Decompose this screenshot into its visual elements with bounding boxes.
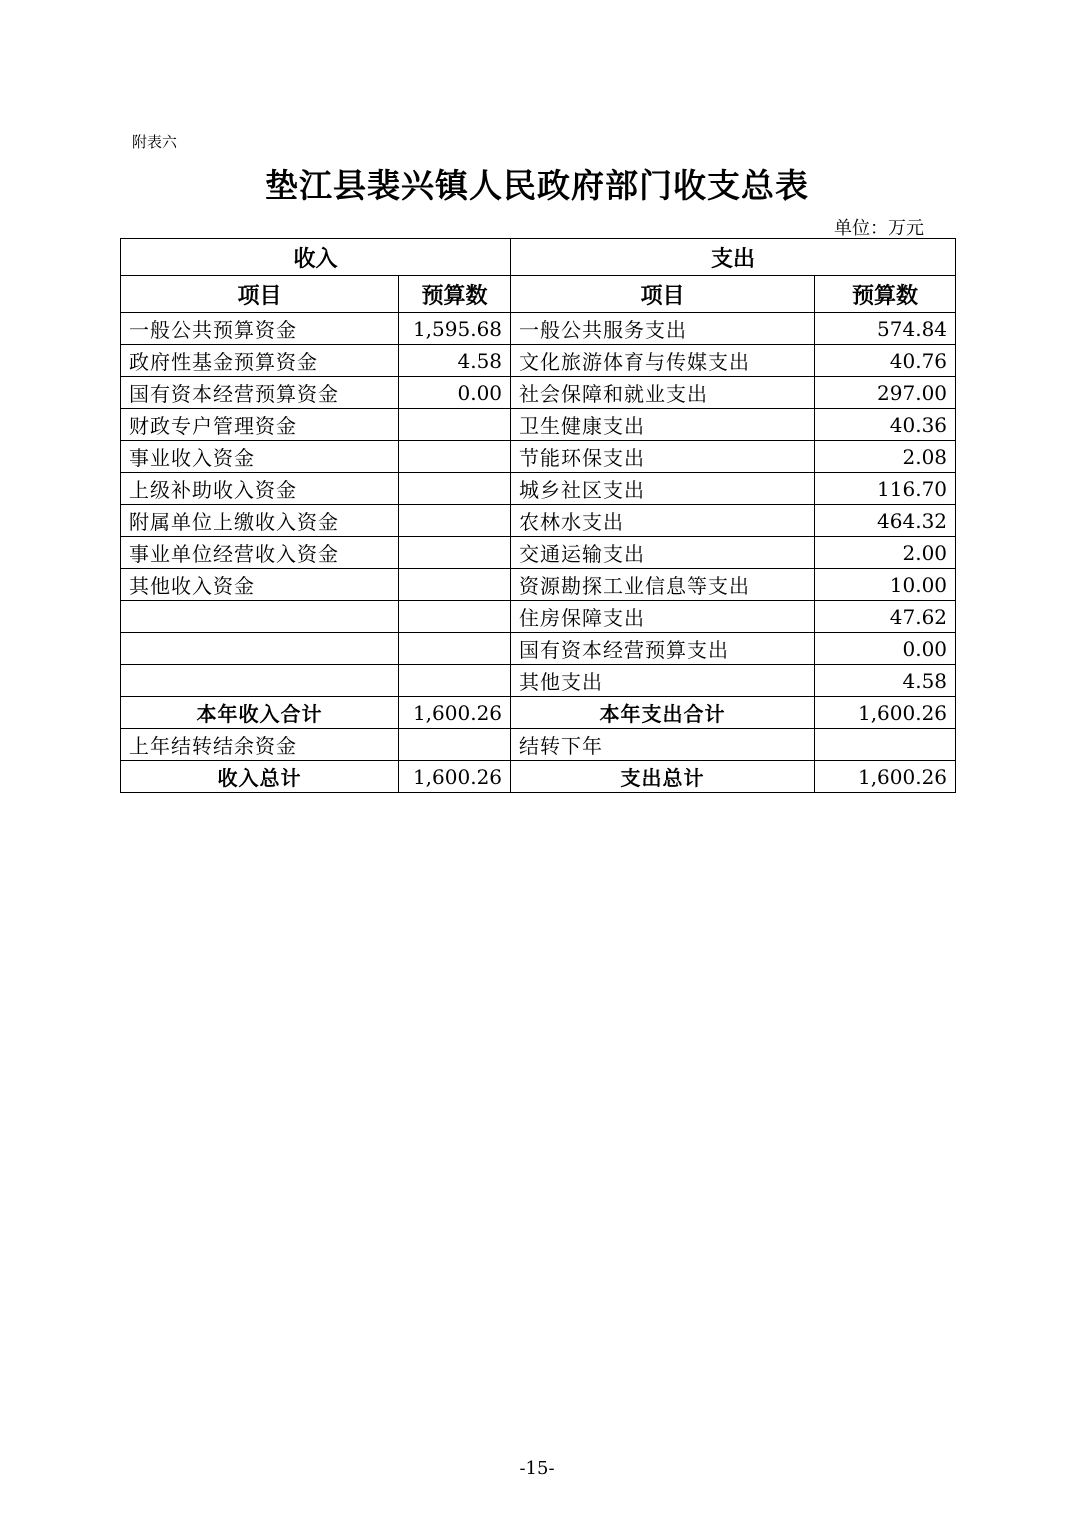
income-value bbox=[399, 409, 511, 441]
table-row bbox=[121, 377, 956, 409]
expense-item: 交通运输支出 bbox=[511, 537, 815, 569]
carry-row bbox=[121, 729, 956, 761]
income-item: 国有资本经营预算资金 bbox=[121, 377, 399, 409]
expense-value: 297.00 bbox=[815, 377, 956, 409]
income-value bbox=[399, 601, 511, 633]
expense-header: 支出 bbox=[511, 239, 956, 276]
income-value bbox=[399, 473, 511, 505]
income-item: 事业单位经营收入资金 bbox=[121, 537, 399, 569]
appendix-label: 附表六 bbox=[132, 133, 178, 151]
expense-value: 1,600.26 bbox=[815, 697, 956, 729]
expense-value bbox=[815, 729, 956, 761]
income-value bbox=[399, 537, 511, 569]
expense-item: 国有资本经营预算支出 bbox=[511, 633, 815, 665]
expense-item: 卫生健康支出 bbox=[511, 409, 815, 441]
expense-item: 结转下年 bbox=[511, 729, 815, 761]
table-row bbox=[121, 441, 956, 473]
income-value bbox=[399, 665, 511, 697]
income-item: 收入总计 bbox=[121, 761, 399, 793]
expense-value: 2.00 bbox=[815, 537, 956, 569]
income-item: 财政专户管理资金 bbox=[121, 409, 399, 441]
income-value: 0.00 bbox=[399, 377, 511, 409]
table-row bbox=[121, 409, 956, 441]
table-row bbox=[121, 601, 956, 633]
income-value: 1,600.26 bbox=[399, 761, 511, 793]
income-value bbox=[399, 633, 511, 665]
income-item bbox=[121, 633, 399, 665]
income-item bbox=[121, 665, 399, 697]
income-value: 1,595.68 bbox=[399, 313, 511, 345]
expense-value: 116.70 bbox=[815, 473, 956, 505]
income-item: 其他收入资金 bbox=[121, 569, 399, 601]
grand-total-row bbox=[121, 761, 956, 793]
expense-budget-header: 预算数 bbox=[815, 276, 956, 313]
table-row bbox=[121, 633, 956, 665]
year-total-row bbox=[121, 697, 956, 729]
income-item: 事业收入资金 bbox=[121, 441, 399, 473]
income-value bbox=[399, 729, 511, 761]
table-row bbox=[121, 537, 956, 569]
expense-item: 支出总计 bbox=[511, 761, 815, 793]
expense-item: 城乡社区支出 bbox=[511, 473, 815, 505]
table-row bbox=[121, 473, 956, 505]
income-value: 4.58 bbox=[399, 345, 511, 377]
table-row bbox=[121, 505, 956, 537]
income-item bbox=[121, 601, 399, 633]
income-value: 1,600.26 bbox=[399, 697, 511, 729]
income-item: 附属单位上缴收入资金 bbox=[121, 505, 399, 537]
table-row bbox=[121, 313, 956, 345]
income-item: 上年结转结余资金 bbox=[121, 729, 399, 761]
expense-item: 本年支出合计 bbox=[511, 697, 815, 729]
expense-value: 4.58 bbox=[815, 665, 956, 697]
income-value bbox=[399, 569, 511, 601]
expense-item: 资源勘探工业信息等支出 bbox=[511, 569, 815, 601]
expense-item: 一般公共服务支出 bbox=[511, 313, 815, 345]
expense-value: 464.32 bbox=[815, 505, 956, 537]
income-header: 收入 bbox=[121, 239, 511, 276]
page-number: -15- bbox=[519, 1458, 555, 1479]
unit-label: 单位：万元 bbox=[834, 218, 924, 239]
expense-item: 农林水支出 bbox=[511, 505, 815, 537]
expense-value: 1,600.26 bbox=[815, 761, 956, 793]
expense-item: 住房保障支出 bbox=[511, 601, 815, 633]
expense-value: 10.00 bbox=[815, 569, 956, 601]
expense-value: 0.00 bbox=[815, 633, 956, 665]
table-header-row bbox=[121, 239, 956, 276]
income-value bbox=[399, 441, 511, 473]
expense-value: 40.76 bbox=[815, 345, 956, 377]
expense-value: 40.36 bbox=[815, 409, 956, 441]
income-item: 一般公共预算资金 bbox=[121, 313, 399, 345]
income-item: 本年收入合计 bbox=[121, 697, 399, 729]
table-row bbox=[121, 665, 956, 697]
income-budget-header: 预算数 bbox=[399, 276, 511, 313]
budget-table bbox=[120, 238, 956, 793]
table-row bbox=[121, 345, 956, 377]
expense-value: 47.62 bbox=[815, 601, 956, 633]
expense-item: 社会保障和就业支出 bbox=[511, 377, 815, 409]
expense-value: 2.08 bbox=[815, 441, 956, 473]
income-item: 上级补助收入资金 bbox=[121, 473, 399, 505]
income-item-header: 项目 bbox=[121, 276, 399, 313]
expense-item: 节能环保支出 bbox=[511, 441, 815, 473]
table-subheader-row bbox=[121, 276, 956, 313]
expense-item: 文化旅游体育与传媒支出 bbox=[511, 345, 815, 377]
expense-item: 其他支出 bbox=[511, 665, 815, 697]
expense-value: 574.84 bbox=[815, 313, 956, 345]
income-value bbox=[399, 505, 511, 537]
page-title: 垫江县裴兴镇人民政府部门收支总表 bbox=[265, 166, 809, 205]
expense-item-header: 项目 bbox=[511, 276, 815, 313]
income-item: 政府性基金预算资金 bbox=[121, 345, 399, 377]
table-row bbox=[121, 569, 956, 601]
